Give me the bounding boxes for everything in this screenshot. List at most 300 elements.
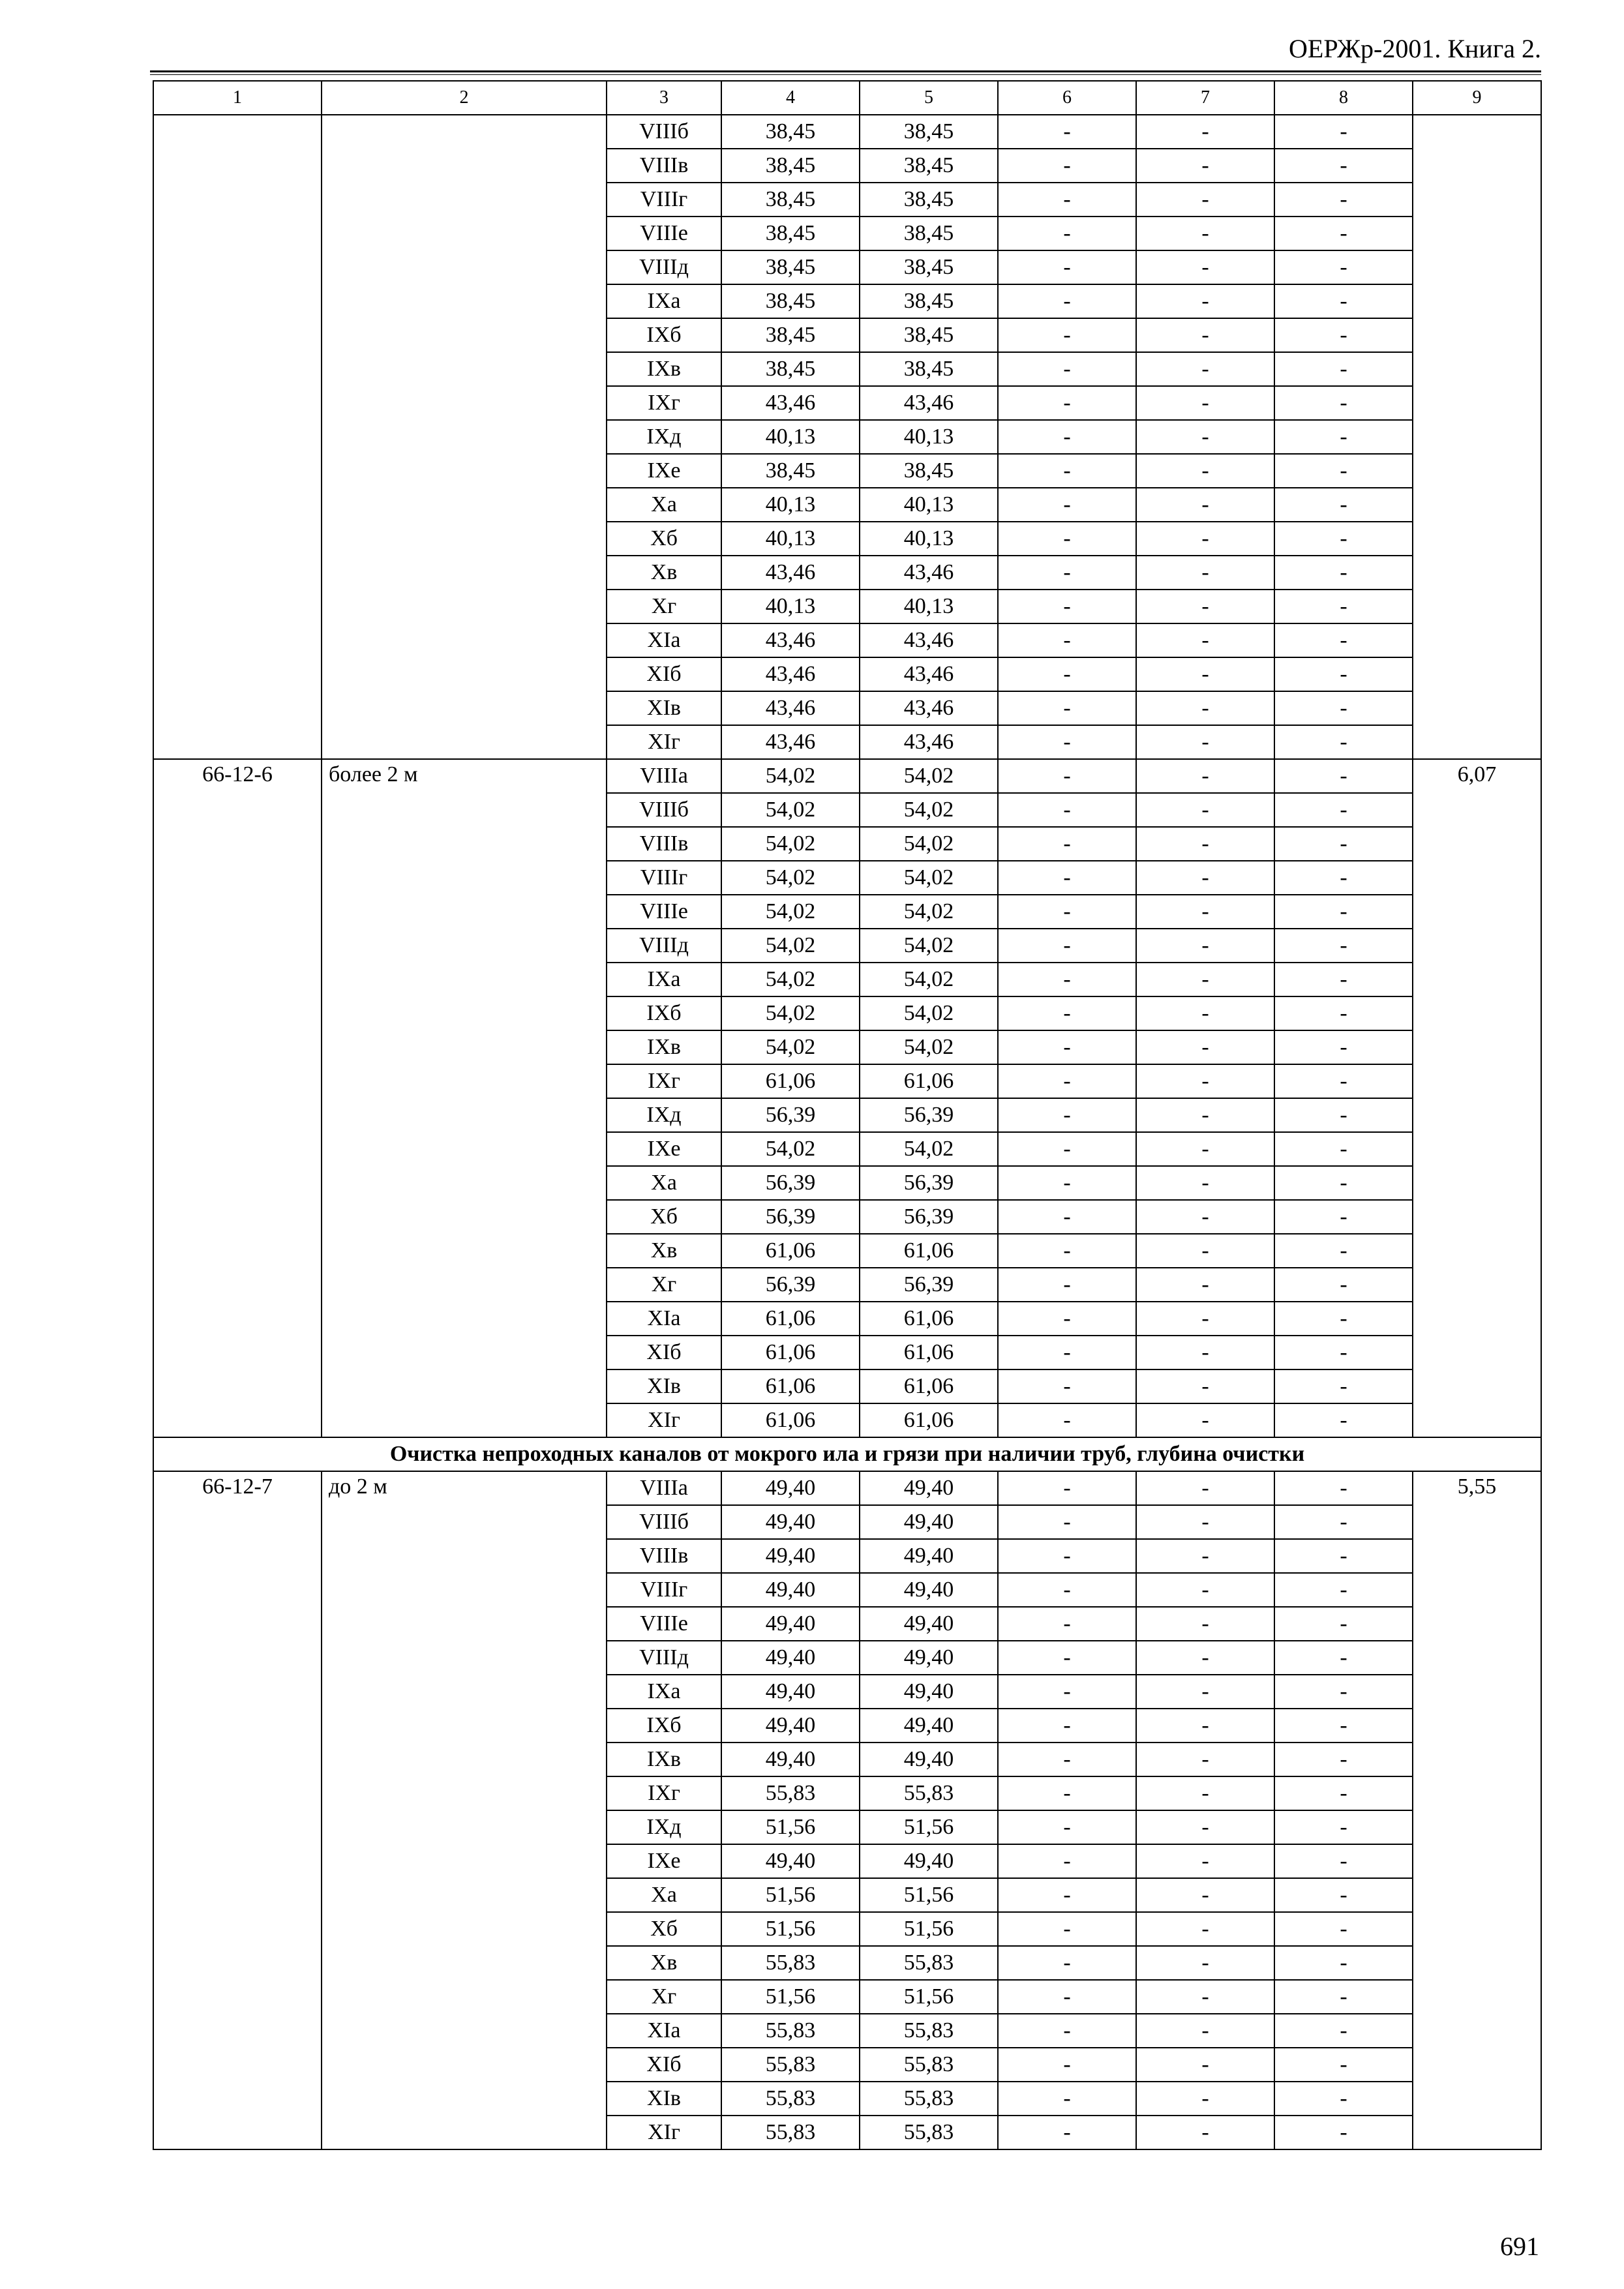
value-cell-col7: - xyxy=(1136,454,1274,488)
value-cell-col4: 38,45 xyxy=(721,217,860,250)
value-cell-col4: 54,02 xyxy=(721,1030,860,1064)
value-cell-col4: 49,40 xyxy=(721,1844,860,1878)
value-cell-col8: - xyxy=(1274,1302,1413,1336)
value-cell-col5: 54,02 xyxy=(860,996,998,1030)
value-cell-col7: - xyxy=(1136,1234,1274,1268)
value-cell-col5: 49,40 xyxy=(860,1743,998,1776)
value-cell-col4: 49,40 xyxy=(721,1471,860,1505)
value-cell-col6: - xyxy=(998,1980,1136,2014)
value-cell-col6: - xyxy=(998,1912,1136,1946)
value-cell-col4: 49,40 xyxy=(721,1539,860,1573)
value-cell-col6: - xyxy=(998,318,1136,352)
value-cell-col7: - xyxy=(1136,1200,1274,1234)
value-cell-col6: - xyxy=(998,861,1136,895)
value-cell-col6: - xyxy=(998,1098,1136,1132)
value-cell-col8: - xyxy=(1274,556,1413,590)
value-cell-col7: - xyxy=(1136,1369,1274,1403)
value-cell-col8: - xyxy=(1274,1946,1413,1980)
value-cell-col5: 49,40 xyxy=(860,1641,998,1675)
value-cell-col8: - xyxy=(1274,657,1413,691)
value-cell-col7: - xyxy=(1136,2014,1274,2048)
value-cell-col8: - xyxy=(1274,929,1413,963)
value-cell-col3: IXд xyxy=(607,420,721,454)
value-cell-col7: - xyxy=(1136,352,1274,386)
value-cell-col7: - xyxy=(1136,1607,1274,1641)
page-header-title: ОЕРЖр-2001. Книга 2. xyxy=(1289,34,1541,63)
value-cell-col5: 61,06 xyxy=(860,1336,998,1369)
value-cell-col8: - xyxy=(1274,963,1413,996)
value-cell-col8: - xyxy=(1274,352,1413,386)
value-cell-col8: - xyxy=(1274,1336,1413,1369)
value-cell-col6: - xyxy=(998,1336,1136,1369)
value-cell-col6: - xyxy=(998,454,1136,488)
column-number-8: 8 xyxy=(1274,81,1413,115)
value-cell-col4: 49,40 xyxy=(721,1709,860,1743)
value-cell-col5: 51,56 xyxy=(860,1980,998,2014)
value-cell-col4: 43,46 xyxy=(721,657,860,691)
value-cell-col8: - xyxy=(1274,250,1413,284)
value-cell-col6: - xyxy=(998,1132,1136,1166)
table-body xyxy=(153,81,1541,2149)
value-cell-col7: - xyxy=(1136,1980,1274,2014)
value-cell-col4: 56,39 xyxy=(721,1166,860,1200)
value-cell-col5: 54,02 xyxy=(860,793,998,827)
value-cell-col8: - xyxy=(1274,895,1413,929)
value-cell-col7: - xyxy=(1136,1776,1274,1810)
value-cell-col3: XIб xyxy=(607,2048,721,2082)
value-cell-col3: IXе xyxy=(607,1132,721,1166)
value-cell-col4: 54,02 xyxy=(721,827,860,861)
value-cell-col8: - xyxy=(1274,115,1413,149)
value-cell-col5: 40,13 xyxy=(860,420,998,454)
value-cell-col4: 38,45 xyxy=(721,115,860,149)
value-cell-col6: - xyxy=(998,1573,1136,1607)
value-cell-col7: - xyxy=(1136,691,1274,725)
value-cell-col6: - xyxy=(998,1776,1136,1810)
column-number-2: 2 xyxy=(322,81,607,115)
value-cell-col8: - xyxy=(1274,1539,1413,1573)
section-row xyxy=(153,1437,1541,1471)
description-cell: до 2 м xyxy=(322,1471,607,2149)
value-cell-col8: - xyxy=(1274,1912,1413,1946)
value-cell-col8: - xyxy=(1274,488,1413,522)
column-number-9: 9 xyxy=(1413,81,1541,115)
value-cell-col4: 40,13 xyxy=(721,590,860,623)
value-cell-col7: - xyxy=(1136,1878,1274,1912)
value-cell-col7: - xyxy=(1136,149,1274,183)
value-cell-col3: XIа xyxy=(607,2014,721,2048)
column-number-6: 6 xyxy=(998,81,1136,115)
value-cell-col5: 43,46 xyxy=(860,657,998,691)
value-cell-col8: - xyxy=(1274,2116,1413,2149)
value-cell-col8: - xyxy=(1274,1675,1413,1709)
value-cell-col6: - xyxy=(998,183,1136,217)
value-cell-col5: 54,02 xyxy=(860,929,998,963)
value-cell-col6: - xyxy=(998,1302,1136,1336)
value-cell-col8: - xyxy=(1274,1030,1413,1064)
value-cell-col5: 38,45 xyxy=(860,183,998,217)
value-cell-col5: 49,40 xyxy=(860,1471,998,1505)
value-cell-col5: 40,13 xyxy=(860,522,998,556)
value-cell-col4: 51,56 xyxy=(721,1810,860,1844)
value-cell-col3: IXг xyxy=(607,386,721,420)
value-cell-col7: - xyxy=(1136,590,1274,623)
value-cell-col6: - xyxy=(998,556,1136,590)
value-cell-col6: - xyxy=(998,793,1136,827)
value-cell-col3: IXв xyxy=(607,1030,721,1064)
value-cell-col5: 54,02 xyxy=(860,1030,998,1064)
value-cell-col3: Xв xyxy=(607,556,721,590)
value-cell-col5: 54,02 xyxy=(860,861,998,895)
value-cell-col5: 56,39 xyxy=(860,1166,998,1200)
value-cell-col5: 43,46 xyxy=(860,623,998,657)
value-cell-col5: 40,13 xyxy=(860,590,998,623)
value-cell-col4: 51,56 xyxy=(721,1980,860,2014)
value-cell-col7: - xyxy=(1136,1064,1274,1098)
value-cell-col5: 61,06 xyxy=(860,1234,998,1268)
value-cell-col7: - xyxy=(1136,1166,1274,1200)
value-cell-col7: - xyxy=(1136,1403,1274,1437)
value-cell-col4: 43,46 xyxy=(721,691,860,725)
value-cell-col7: - xyxy=(1136,996,1274,1030)
value-cell-col6: - xyxy=(998,1946,1136,1980)
value-cell-col4: 40,13 xyxy=(721,420,860,454)
value-cell-col4: 61,06 xyxy=(721,1234,860,1268)
value-cell-col8: - xyxy=(1274,827,1413,861)
column-number-3: 3 xyxy=(607,81,721,115)
value-cell-col7: - xyxy=(1136,1471,1274,1505)
value-cell-col6: - xyxy=(998,1064,1136,1098)
value-cell-col3: VIIIг xyxy=(607,861,721,895)
value-cell-col4: 54,02 xyxy=(721,929,860,963)
value-cell-col7: - xyxy=(1136,318,1274,352)
value-cell-col3: VIIIе xyxy=(607,895,721,929)
value-cell-col8: - xyxy=(1274,1980,1413,2014)
value-cell-col3: VIIIе xyxy=(607,1607,721,1641)
column-number-row xyxy=(153,81,1541,115)
value-cell-col8: - xyxy=(1274,1743,1413,1776)
value-cell-col4: 54,02 xyxy=(721,759,860,793)
value-cell-col6: - xyxy=(998,420,1136,454)
value-cell-col4: 55,83 xyxy=(721,2014,860,2048)
value-cell-col3: IXб xyxy=(607,1709,721,1743)
value-cell-col5: 38,45 xyxy=(860,217,998,250)
value-cell-col7: - xyxy=(1136,1268,1274,1302)
value-cell-col5: 49,40 xyxy=(860,1539,998,1573)
value-cell-col7: - xyxy=(1136,1946,1274,1980)
value-cell-col4: 56,39 xyxy=(721,1268,860,1302)
value-cell-col6: - xyxy=(998,1641,1136,1675)
value-cell-col3: XIг xyxy=(607,1403,721,1437)
value-cell-col5: 55,83 xyxy=(860,2048,998,2082)
value-cell-col4: 38,45 xyxy=(721,352,860,386)
value-cell-col7: - xyxy=(1136,420,1274,454)
value-cell-col6: - xyxy=(998,1539,1136,1573)
value-cell-col3: VIIIе xyxy=(607,217,721,250)
value-cell-col7: - xyxy=(1136,725,1274,759)
value-cell-col4: 56,39 xyxy=(721,1200,860,1234)
value-cell-col6: - xyxy=(998,1607,1136,1641)
value-cell-col3: IXд xyxy=(607,1810,721,1844)
value-cell-col7: - xyxy=(1136,556,1274,590)
value-cell-col3: XIв xyxy=(607,1369,721,1403)
value-cell-col7: - xyxy=(1136,1810,1274,1844)
value-cell-col7: - xyxy=(1136,1573,1274,1607)
description-cell xyxy=(322,115,607,759)
value-cell-col8: - xyxy=(1274,2014,1413,2048)
value-cell-col3: VIIIа xyxy=(607,1471,721,1505)
value-cell-col5: 61,06 xyxy=(860,1064,998,1098)
value-cell-col5: 38,45 xyxy=(860,284,998,318)
value-cell-col6: - xyxy=(998,691,1136,725)
value-cell-col5: 51,56 xyxy=(860,1912,998,1946)
value-cell-col7: - xyxy=(1136,1912,1274,1946)
value-cell-col5: 56,39 xyxy=(860,1200,998,1234)
value-cell-col6: - xyxy=(998,352,1136,386)
value-cell-col4: 61,06 xyxy=(721,1336,860,1369)
value-cell-col7: - xyxy=(1136,793,1274,827)
value-cell-col4: 55,83 xyxy=(721,1946,860,1980)
value-cell-col7: - xyxy=(1136,861,1274,895)
value-cell-col5: 43,46 xyxy=(860,725,998,759)
table-row xyxy=(153,1471,1541,1505)
value-cell-col5: 43,46 xyxy=(860,556,998,590)
value-cell-col6: - xyxy=(998,623,1136,657)
value-cell-col5: 51,56 xyxy=(860,1878,998,1912)
value-cell-col3: Xа xyxy=(607,488,721,522)
value-cell-col4: 54,02 xyxy=(721,996,860,1030)
value-cell-col8: - xyxy=(1274,1064,1413,1098)
value-cell-col7: - xyxy=(1136,963,1274,996)
value-cell-col4: 38,45 xyxy=(721,183,860,217)
value-cell-col6: - xyxy=(998,657,1136,691)
value-cell-col3: IXе xyxy=(607,454,721,488)
value-cell-col4: 38,45 xyxy=(721,250,860,284)
value-cell-col4: 51,56 xyxy=(721,1912,860,1946)
value-cell-col3: VIIIв xyxy=(607,149,721,183)
value-cell-col5: 49,40 xyxy=(860,1709,998,1743)
value-cell-col6: - xyxy=(998,217,1136,250)
value-cell-col5: 38,45 xyxy=(860,250,998,284)
value-cell-col8: - xyxy=(1274,1369,1413,1403)
value-cell-col8: - xyxy=(1274,759,1413,793)
value-cell-col8: - xyxy=(1274,1166,1413,1200)
value-cell-col7: - xyxy=(1136,895,1274,929)
value-cell-col6: - xyxy=(998,1200,1136,1234)
value-cell-col4: 38,45 xyxy=(721,454,860,488)
value-cell-col3: VIIIд xyxy=(607,250,721,284)
value-cell-col6: - xyxy=(998,250,1136,284)
value-cell-col3: VIIIд xyxy=(607,929,721,963)
description-cell: более 2 м xyxy=(322,759,607,1437)
value-cell-col5: 56,39 xyxy=(860,1268,998,1302)
value-cell-col8: - xyxy=(1274,284,1413,318)
value-cell-col6: - xyxy=(998,963,1136,996)
value-cell-col8: - xyxy=(1274,1810,1413,1844)
value-cell-col6: - xyxy=(998,1743,1136,1776)
value-cell-col7: - xyxy=(1136,1505,1274,1539)
value-cell-col8: - xyxy=(1274,725,1413,759)
value-cell-col3: VIIIв xyxy=(607,827,721,861)
value-cell-col3: Xв xyxy=(607,1946,721,1980)
column-number-5: 5 xyxy=(860,81,998,115)
value-cell-col4: 40,13 xyxy=(721,522,860,556)
value-cell-col3: IXа xyxy=(607,1675,721,1709)
value-cell-col5: 49,40 xyxy=(860,1675,998,1709)
value-cell-col3: XIб xyxy=(607,657,721,691)
value-cell-col4: 54,02 xyxy=(721,1132,860,1166)
value-cell-col3: Xг xyxy=(607,1980,721,2014)
value-cell-col3: XIа xyxy=(607,623,721,657)
value-cell-col3: Xб xyxy=(607,1200,721,1234)
value-cell-col5: 61,06 xyxy=(860,1403,998,1437)
page-number: 691 xyxy=(1500,2232,1539,2261)
value-cell-col4: 54,02 xyxy=(721,861,860,895)
code-cell: 66-12-7 xyxy=(153,1471,322,2149)
value-cell-col8: - xyxy=(1274,2048,1413,2082)
value-cell-col3: VIIIв xyxy=(607,1539,721,1573)
value-cell-col3: VIIIг xyxy=(607,1573,721,1607)
value-cell-col4: 61,06 xyxy=(721,1064,860,1098)
value-cell-col3: Xг xyxy=(607,1268,721,1302)
value-cell-col7: - xyxy=(1136,284,1274,318)
value-cell-col8: - xyxy=(1274,1132,1413,1166)
value-cell-col3: Xг xyxy=(607,590,721,623)
value-cell-col8: - xyxy=(1274,1098,1413,1132)
value-cell-col6: - xyxy=(998,929,1136,963)
value-cell-col8: - xyxy=(1274,318,1413,352)
value-cell-col5: 38,45 xyxy=(860,454,998,488)
value-cell-col6: - xyxy=(998,1268,1136,1302)
value-cell-col7: - xyxy=(1136,115,1274,149)
value-cell-col6: - xyxy=(998,996,1136,1030)
value-cell-col8: - xyxy=(1274,1268,1413,1302)
value-cell-col3: VIIIг xyxy=(607,183,721,217)
value-cell-col3: IXг xyxy=(607,1064,721,1098)
value-cell-col4: 55,83 xyxy=(721,2048,860,2082)
value-cell-col7: - xyxy=(1136,2082,1274,2116)
value-cell-col5: 61,06 xyxy=(860,1369,998,1403)
value-cell-col3: Xб xyxy=(607,1912,721,1946)
value-cell-col7: - xyxy=(1136,1675,1274,1709)
value-cell-col8: - xyxy=(1274,1607,1413,1641)
value-cell-col7: - xyxy=(1136,1539,1274,1573)
value-cell-col6: - xyxy=(998,1810,1136,1844)
value-cell-col4: 61,06 xyxy=(721,1302,860,1336)
value-cell-col7: - xyxy=(1136,1302,1274,1336)
value-cell-col3: IXа xyxy=(607,963,721,996)
value-cell-col5: 54,02 xyxy=(860,963,998,996)
value-cell-col4: 38,45 xyxy=(721,149,860,183)
value-cell-col3: XIв xyxy=(607,691,721,725)
value-cell-col6: - xyxy=(998,1369,1136,1403)
value-cell-col4: 54,02 xyxy=(721,895,860,929)
value-cell-col8: - xyxy=(1274,1844,1413,1878)
value-cell-col6: - xyxy=(998,1166,1136,1200)
value-cell-col5: 38,45 xyxy=(860,352,998,386)
value-cell-col8: - xyxy=(1274,454,1413,488)
value-cell-col6: - xyxy=(998,2082,1136,2116)
value-cell-col8: - xyxy=(1274,1234,1413,1268)
value-cell-col6: - xyxy=(998,1403,1136,1437)
value-cell-col8: - xyxy=(1274,1200,1413,1234)
value-cell-col7: - xyxy=(1136,1641,1274,1675)
value-cell-col8: - xyxy=(1274,522,1413,556)
value-cell-col3: Xа xyxy=(607,1166,721,1200)
value-cell-col5: 61,06 xyxy=(860,1302,998,1336)
value-cell-col5: 51,56 xyxy=(860,1810,998,1844)
value-cell-col4: 43,46 xyxy=(721,386,860,420)
section-title: Очистка непроходных каналов от мокрого ила и грязи при наличии труб, глубина очистки xyxy=(153,1437,1541,1471)
value-cell-col8: - xyxy=(1274,1641,1413,1675)
value-cell-col3: VIIIб xyxy=(607,115,721,149)
value-cell-col5: 43,46 xyxy=(860,386,998,420)
value-cell-col8: - xyxy=(1274,386,1413,420)
value-cell-col5: 55,83 xyxy=(860,1776,998,1810)
value-cell-col6: - xyxy=(998,827,1136,861)
value-cell-col6: - xyxy=(998,2048,1136,2082)
value-cell-col8: - xyxy=(1274,183,1413,217)
value-cell-col4: 55,83 xyxy=(721,2082,860,2116)
value-cell-col7: - xyxy=(1136,759,1274,793)
value-cell-col7: - xyxy=(1136,2048,1274,2082)
value-cell-col4: 43,46 xyxy=(721,725,860,759)
value-cell-col7: - xyxy=(1136,183,1274,217)
value-cell-col3: Xб xyxy=(607,522,721,556)
value-cell-col4: 54,02 xyxy=(721,963,860,996)
value-cell-col4: 49,40 xyxy=(721,1573,860,1607)
value-cell-col8: - xyxy=(1274,1709,1413,1743)
value-cell-col6: - xyxy=(998,1234,1136,1268)
value-cell-col8: - xyxy=(1274,2082,1413,2116)
table-row xyxy=(153,759,1541,793)
code-cell: 66-12-6 xyxy=(153,759,322,1437)
value-cell-col8: - xyxy=(1274,1776,1413,1810)
value-cell-col3: XIг xyxy=(607,725,721,759)
column-number-4: 4 xyxy=(721,81,860,115)
value-cell-col4: 51,56 xyxy=(721,1878,860,1912)
value-cell-col8: - xyxy=(1274,691,1413,725)
value-cell-col8: - xyxy=(1274,590,1413,623)
value-cell-col4: 38,45 xyxy=(721,284,860,318)
value-cell-col6: - xyxy=(998,522,1136,556)
value-cell-col4: 49,40 xyxy=(721,1743,860,1776)
value-cell-col4: 49,40 xyxy=(721,1505,860,1539)
value-cell-col7: - xyxy=(1136,827,1274,861)
value-cell-col7: - xyxy=(1136,929,1274,963)
value-cell-col8: - xyxy=(1274,996,1413,1030)
value-cell-col3: IXв xyxy=(607,1743,721,1776)
value-cell-col3: Xа xyxy=(607,1878,721,1912)
value-cell-col4: 54,02 xyxy=(721,793,860,827)
value-cell-col3: VIIIа xyxy=(607,759,721,793)
value-cell-col3: IXг xyxy=(607,1776,721,1810)
value-cell-col7: - xyxy=(1136,1709,1274,1743)
value-cell-col8: - xyxy=(1274,149,1413,183)
value-cell-col5: 56,39 xyxy=(860,1098,998,1132)
value-cell-col8: - xyxy=(1274,1573,1413,1607)
value-cell-col7: - xyxy=(1136,2116,1274,2149)
value-cell-col6: - xyxy=(998,284,1136,318)
value-cell-col4: 49,40 xyxy=(721,1675,860,1709)
value-cell-col5: 54,02 xyxy=(860,827,998,861)
value-cell-col7: - xyxy=(1136,1336,1274,1369)
col9-cell xyxy=(1413,115,1541,759)
value-cell-col7: - xyxy=(1136,1844,1274,1878)
value-cell-col3: IXб xyxy=(607,996,721,1030)
value-cell-col6: - xyxy=(998,1844,1136,1878)
value-cell-col5: 55,83 xyxy=(860,2082,998,2116)
